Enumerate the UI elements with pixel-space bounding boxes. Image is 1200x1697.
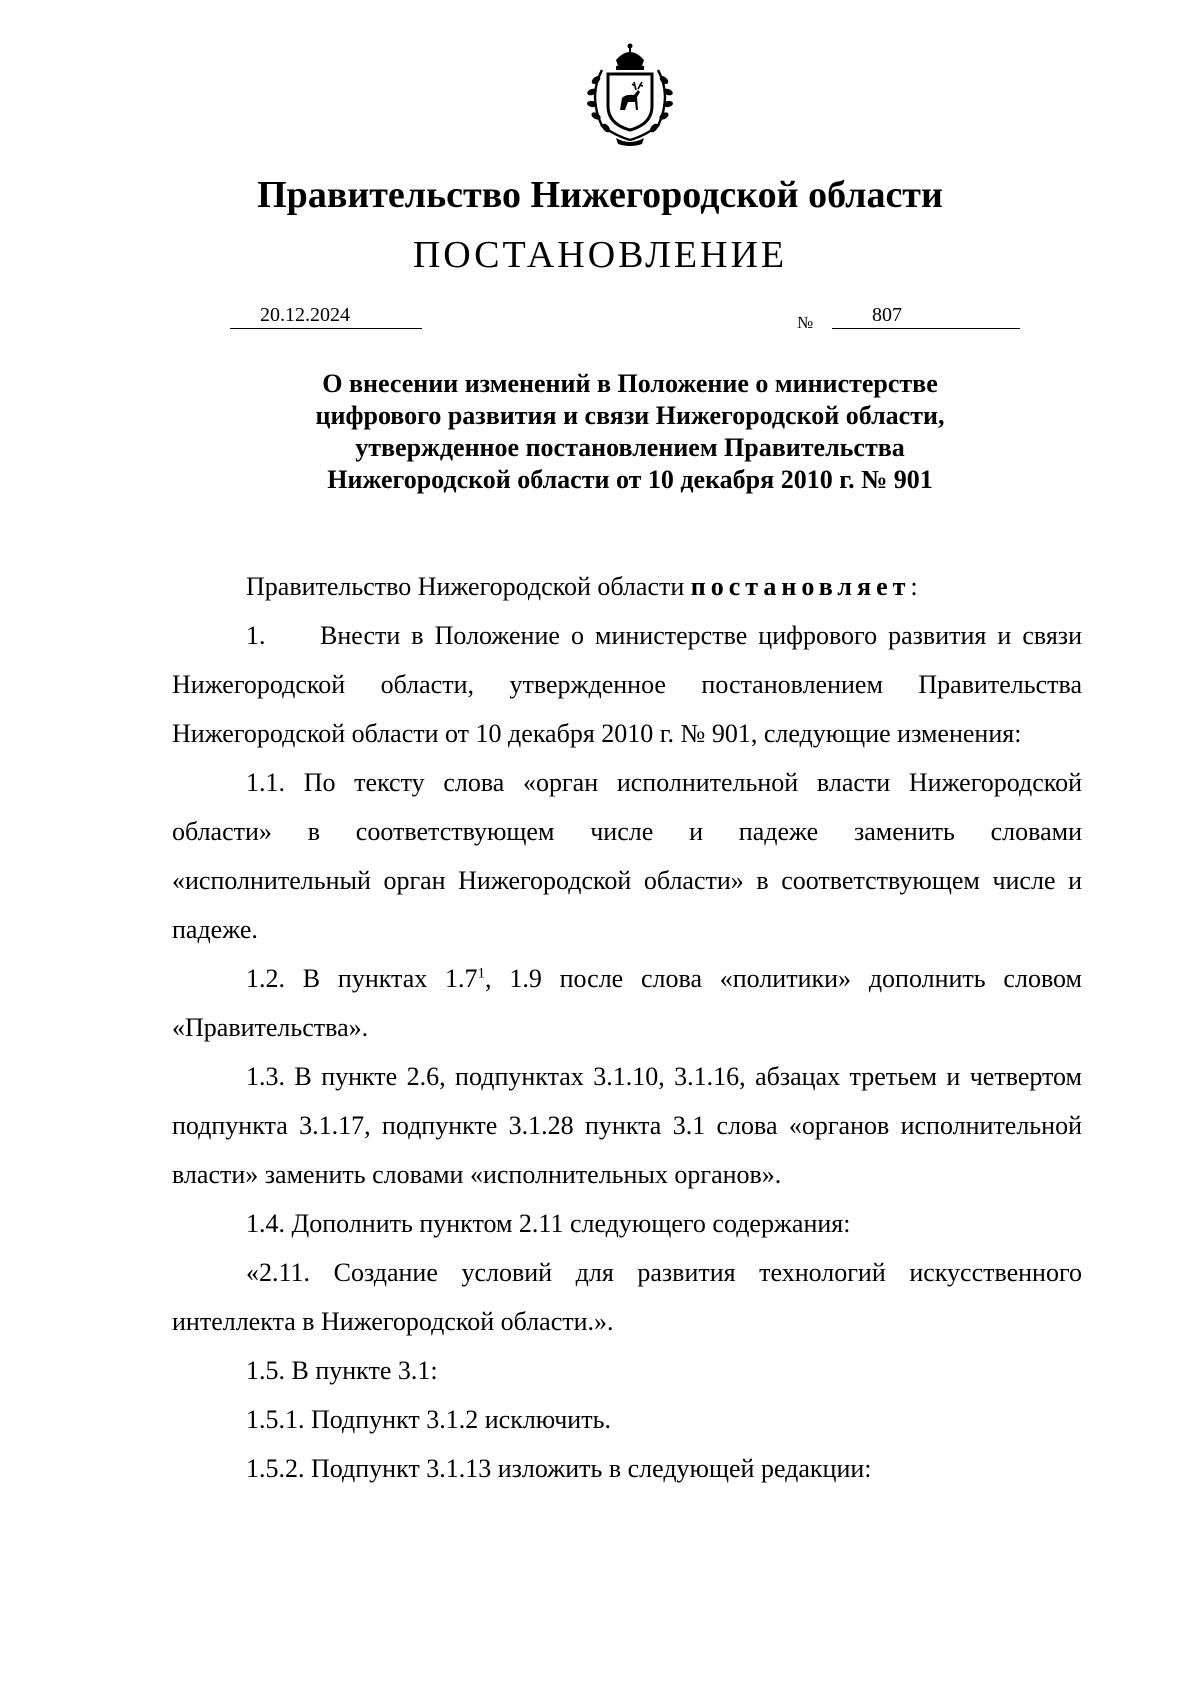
paragraph-item-1-4-quote: «2.11. Создание условий для развития технологий искусственного интеллекта в Нижегородской области.».: [172, 1258, 1082, 1336]
document-body: [172, 562, 1082, 1493]
subject-line: О внесении изменений в Положение о министерстве: [322, 369, 938, 398]
subject-line: утвержденное постановлением Правительства: [355, 433, 905, 462]
item-text: Внести в Положение о министерстве цифрового развития и связи Нижегородской области, утвержденное постановлением Правительства Нижегородской области от 10 декабря 2010 г. № 901, следующие изменения:: [172, 621, 1082, 748]
paragraph-item-1-1: 1.1. По тексту слова «орган исполнительной власти Нижегородской области» в соответствующем числе и падеже заменить словами «исполнительный орган Нижегородской области» в соответствующем числе и падеже.: [172, 768, 1082, 944]
document-date: 20.12.2024: [260, 304, 350, 326]
document-number-field: [832, 302, 1020, 329]
government-title: Правительство Нижегородской области: [257, 174, 943, 216]
document-type: ПОСТАНОВЛЕНИЕ: [412, 234, 788, 276]
item-text: , 1.9 после слова «политики» дополнить словом «Правительства».: [172, 964, 1082, 1042]
preamble-text: Правительство Нижегородской области: [246, 572, 691, 601]
number-sign: №: [797, 313, 814, 332]
document-subject: [200, 368, 1060, 496]
coat-of-arms-icon: [572, 40, 688, 148]
item-number: 1.: [246, 621, 266, 650]
preamble-keyword: постановляет: [690, 572, 911, 601]
paragraph-item-1: [172, 611, 1082, 758]
subject-line: Нижегородской области от 10 декабря 2010 г. № 901: [327, 465, 933, 494]
paragraph-item-1-4: 1.4. Дополнить пунктом 2.11 следующего содержания:: [246, 1209, 851, 1238]
subject-line: цифрового развития и связи Нижегородской области,: [315, 401, 945, 430]
paragraph-item-1-2: [172, 954, 1082, 1052]
paragraph-item-1-3: 1.3. В пункте 2.6, подпунктах 3.1.10, 3.1.16, абзацах третьем и четвертом подпункта 3.1.17, подпункте 3.1.28 пункта 3.1 слова «органов исполнительной власти» заменить словами «исполнительных органов».: [172, 1062, 1082, 1189]
item-text: 1.2. В пунктах 1.7: [246, 964, 478, 993]
superscript: 1: [477, 965, 486, 982]
paragraph-item-1-5-1: 1.5.1. Подпункт 3.1.2 исключить.: [246, 1405, 611, 1434]
document-date-field: [230, 302, 422, 329]
paragraph-item-1-5: 1.5. В пункте 3.1:: [246, 1356, 438, 1385]
paragraph-item-1-5-2: 1.5.2. Подпункт 3.1.13 изложить в следующей редакции:: [246, 1454, 872, 1483]
preamble: [172, 562, 1082, 611]
preamble-colon: :: [910, 572, 918, 601]
document-number: 807: [872, 304, 902, 326]
coat-of-arms-emblem: [572, 40, 688, 148]
